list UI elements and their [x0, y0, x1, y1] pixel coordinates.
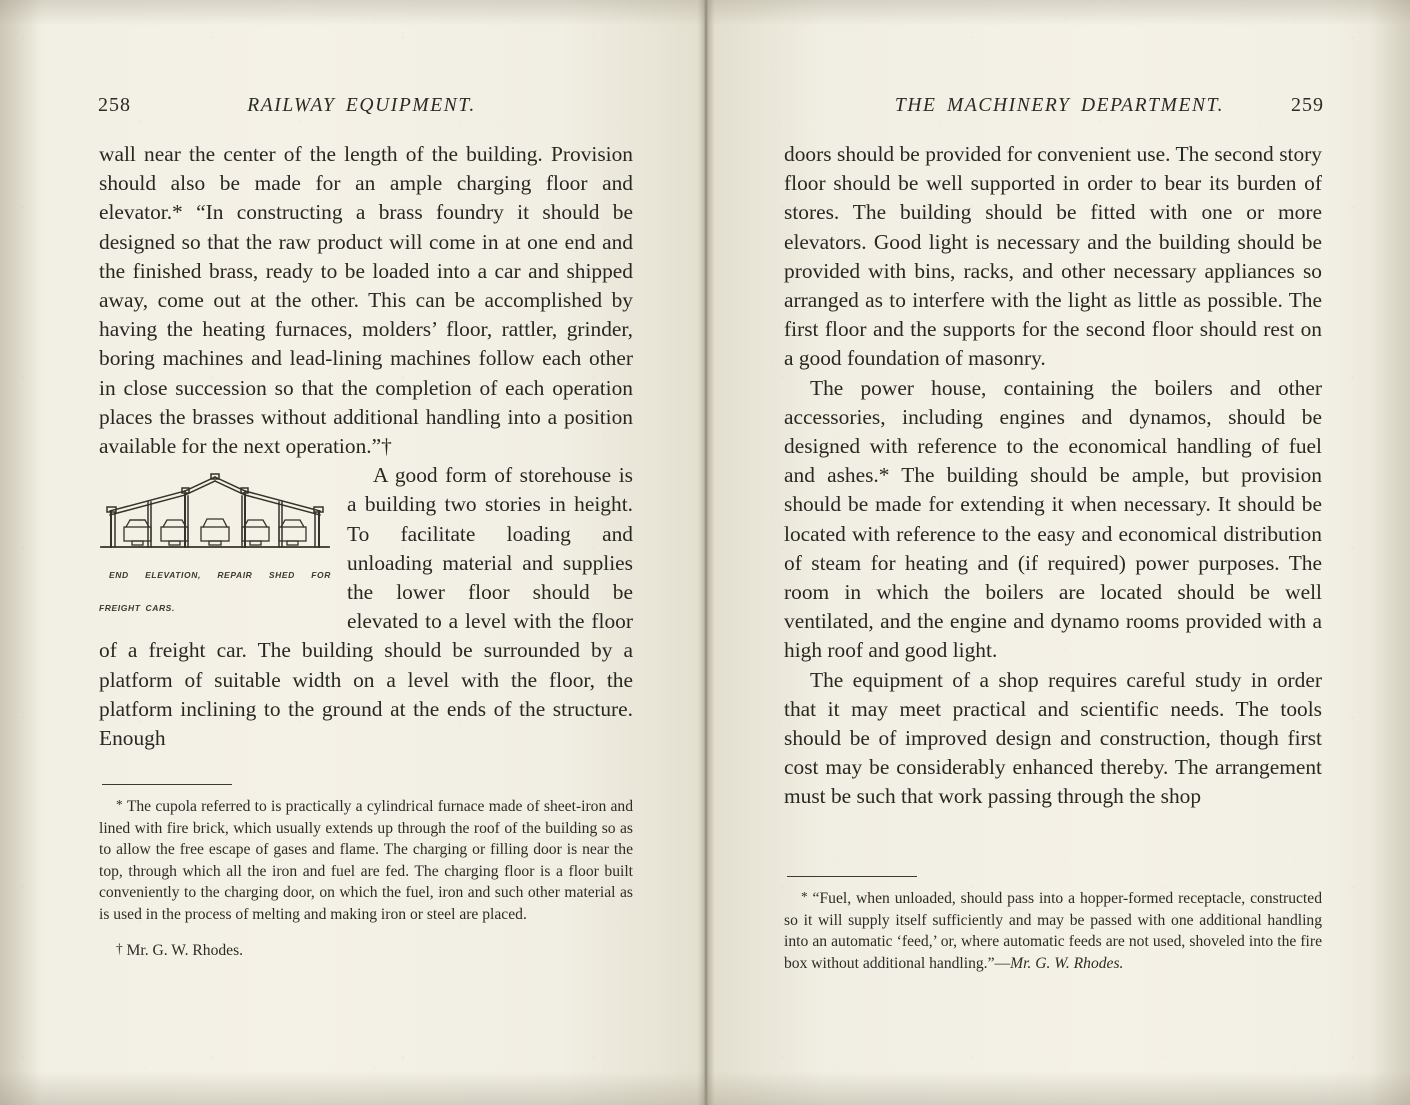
right-footnote-1	[784, 886, 1322, 974]
left-running-head-title: RAILWAY EQUIPMENT.	[247, 95, 476, 116]
right-page-folio: 259	[1291, 94, 1324, 116]
right-footnote-1-attribution: Mr. G. W. Rhodes.	[1010, 954, 1124, 972]
right-footnote-1-marker: *	[801, 889, 808, 904]
right-paragraph-2: The power house, containing the boilers and other accessories, including engines and dynamos, should be designed with reference to the economical handling of fuel and ashes.* The building should be ample, but provision should be made for extending it when necessary. It should be located with reference to the easy and economical distribution of steam for heating and (if required) power purposes. The room in which the boilers are located should be well ventilated, and the engine and dynamo rooms provided with a high roof and good light.	[784, 375, 1322, 663]
right-page-footnotes	[784, 876, 1322, 974]
right-page	[706, 0, 1410, 1105]
left-footnote-1-marker: *	[116, 797, 123, 812]
figure-repair-shed	[99, 465, 331, 623]
left-footnote-2	[99, 938, 633, 962]
left-paragraph-1: wall near the center of the length of the building. Provision should also be made for an ample charging floor and elevator.* “In constructing a brass foundry it should be designed so that the raw product will come in at one end and the finished brass, ready to be loaded into a car and shipped away, come out at the other. This can be accomplished by having the heating furnaces, molders’ floor, rattler, grinder, boring machines and lead-lining machines follow each other in close succession so that the completion of each operation places the brasses without additional handling into a position available for the next operation.”†	[99, 142, 633, 459]
repair-shed-elevation-drawing	[99, 465, 331, 557]
left-footnote-2-marker: †	[116, 940, 123, 956]
right-running-head-title: THE MACHINERY DEPARTMENT.	[894, 95, 1225, 116]
left-page-folio: 258	[98, 94, 131, 116]
left-page-footnotes	[99, 784, 633, 961]
left-running-head	[98, 94, 636, 120]
right-paragraph-3: The equipment of a shop requires careful study in order that it may meet practical and scientific needs. The tools should be of improved design and construction, though first cost may be considerably enhanced thereby. The arrangement must be such that work passing through the shop	[784, 667, 1322, 809]
footnote-rule	[102, 784, 232, 785]
left-footnote-1	[99, 794, 633, 926]
right-page-body	[784, 140, 1322, 812]
left-paragraph-2-text: A good form of storehouse is a building two stories in height. To facilitate loading and unloading material and supplies the lower floor should be elevated to a level with the floor of a freight car. The building should be surrounded by a platform of suitable width on a level with the floor, the platform inclining to the ground at the ends of the structure. Enough	[99, 463, 633, 751]
footnote-rule	[787, 876, 917, 877]
right-running-head	[784, 94, 1324, 120]
right-footnote-1-text: “Fuel, when unloaded, should pass into a hopper-formed receptacle, constructed so it will supply itself sufficiently and may be passed with one additional handling into an automatic ‘feed,’ or, where automatic feeds are not used, shoveled into the fire box without additional handling.”—	[784, 889, 1322, 972]
left-footnote-2-text: Mr. G. W. Rhodes.	[126, 941, 244, 959]
figure-caption: END ELEVATION, REPAIR SHED FOR FREIGHT CARS.	[99, 570, 331, 614]
left-footnote-1-text: The cupola referred to is practically a cylindrical furnace made of sheet-iron and lined with fire brick, which usually extends up through the roof of the building so as to allow the free escape of gases and flame. The charging or filling door is near the top, through which all the iron and fuel are fed. The charging floor is a floor built conveniently to the charging door, on which the fuel, iron and such other material as is used in the process of melting and making iron or steel are placed.	[99, 797, 633, 923]
left-page-body	[99, 140, 633, 753]
left-paragraph-2	[99, 461, 633, 753]
right-paragraph-1: doors should be provided for convenient use. The second story floor should be well supported in order to bear its burden of stores. The building should be fitted with one or more elevators. Good light is necessary and the building should be provided with bins, racks, and other necessary appliances so arranged as to interfere with the light as little as possible. The first floor and the supports for the second floor should rest on a good foundation of masonry.	[784, 142, 1322, 371]
